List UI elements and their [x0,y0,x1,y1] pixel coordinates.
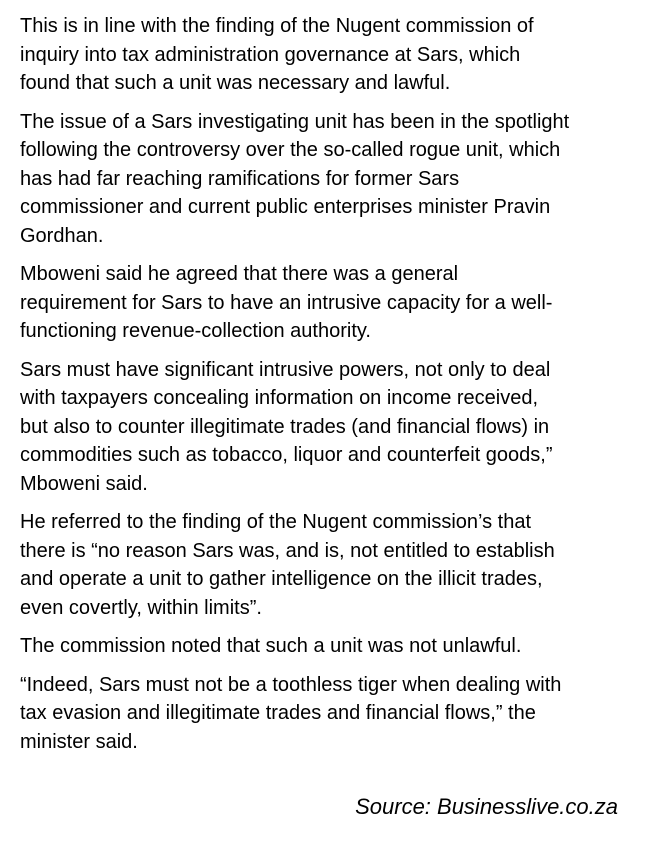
text-line: commissioner and current public enterprises minister Pravin [20,196,551,218]
text-line: and operate a unit to gather intelligence on the illicit trades, [20,568,543,590]
paragraph [20,632,638,661]
text-line: inquiry into tax administration governance at Sars, which [20,43,521,66]
text-line: He referred to the finding of the Nugent commission’s that [20,511,532,533]
source-attribution: Source: Businesslive.co.za [355,794,618,819]
text-line: commodities such as tobacco, liquor and counterfeit goods,” [20,444,553,466]
text-line: with taxpayers concealing information on income received, [20,387,539,409]
text-line: but also to counter illegitimate trades (and financial flows) in [20,415,550,438]
text-line: found that such a unit was necessary and lawful. [20,72,451,94]
text-line: there is “no reason Sars was, and is, not entitled to establish [20,539,555,562]
text-line: Sars must have significant intrusive powers, not only to deal [20,358,551,381]
text-line: This is in line with the finding of the Nugent commission of [20,15,534,37]
text-line: “Indeed, Sars must not be a toothless tiger when dealing with [20,673,562,696]
text-line: following the controversy over the so-called rogue unit, which [20,139,561,161]
text-line: Gordhan. [20,224,104,247]
text-line: Mboweni said. [20,472,148,495]
text-line: minister said. [20,730,138,753]
text-line: The commission noted that such a unit was not unlawful. [20,635,522,657]
paragraph [20,671,638,757]
article-body [20,12,638,766]
paragraph [20,508,638,622]
text-line: functioning revenue-collection authority. [20,320,371,342]
text-line: Mboweni said he agreed that there was a general [20,263,459,285]
paragraph [20,356,638,499]
text-line: has had far reaching ramifications for former Sars [20,167,460,190]
paragraph [20,12,638,98]
paragraph [20,108,638,251]
text-line: requirement for Sars to have an intrusive capacity for a well- [20,291,553,314]
text-line: tax evasion and illegitimate trades and financial flows,” the [20,702,536,724]
text-line: The issue of a Sars investigating unit has been in the spotlight [20,110,570,133]
paragraph [20,260,638,346]
text-line: even covertly, within limits”. [20,596,262,619]
